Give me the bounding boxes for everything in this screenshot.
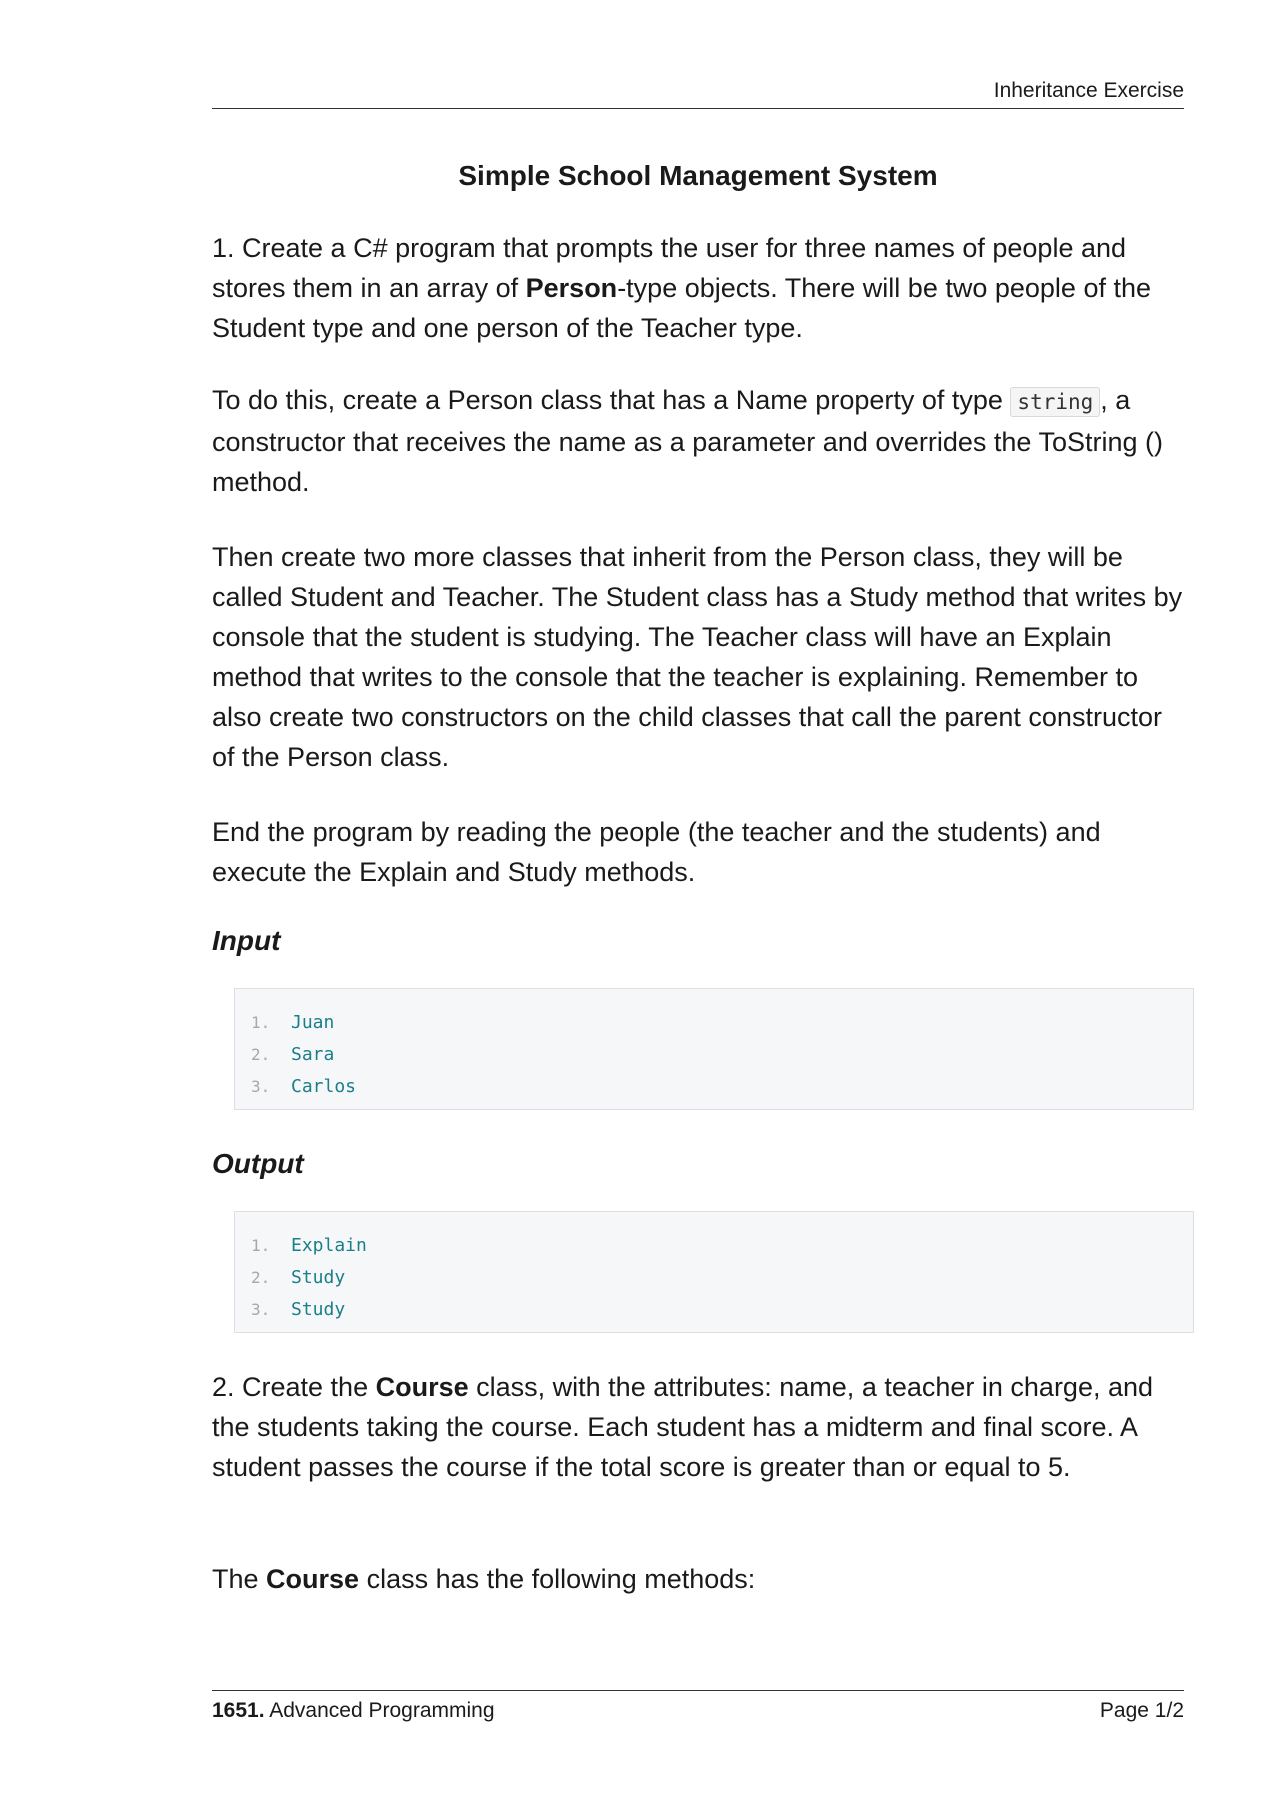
- code-line: [235, 1230, 1193, 1262]
- code-text: Carlos: [291, 1076, 357, 1097]
- output-code-block: [234, 1211, 1194, 1333]
- code-line: [235, 1262, 1193, 1294]
- code-text: Juan: [291, 1012, 335, 1033]
- line-number: 3.: [251, 1300, 271, 1319]
- output-heading: Output: [212, 1148, 304, 1179]
- line-number: 1.: [251, 1236, 271, 1255]
- input-heading: Input: [212, 925, 281, 956]
- course-code: 1651.: [212, 1699, 265, 1722]
- page-header: [212, 78, 1184, 109]
- text-span: class has the following methods:: [359, 1564, 756, 1594]
- paragraph-person-class: [212, 380, 1184, 502]
- code-text: Sara: [291, 1044, 335, 1065]
- line-number: 2.: [251, 1045, 271, 1064]
- code-text: Study: [291, 1299, 346, 1320]
- code-line: [235, 1071, 1193, 1103]
- course-name: Advanced Programming: [264, 1699, 495, 1722]
- paragraph-task-2-intro: [212, 1367, 1184, 1487]
- inline-code: string: [1010, 387, 1100, 417]
- footer-course: [212, 1697, 495, 1725]
- line-number: 2.: [251, 1268, 271, 1287]
- code-line: [235, 1007, 1193, 1039]
- paragraph-child-classes: Then create two more classes that inherit from the Person class, they will be called Student and Teacher. The Student class has a Study method that writes by console that the student is studying. The Teacher class will have an Explain method that writes to the console that the teacher is explaining. Remember to also create two constructors on the child classes that call the parent constructor of the Person class.: [212, 542, 1183, 772]
- text-span: -type objects. There will be two people of the Student type and one person of the Teacher type.: [212, 273, 1151, 343]
- paragraph-task-1-intro: [212, 228, 1184, 348]
- page-footer: [212, 1690, 1184, 1725]
- code-text: Study: [291, 1267, 346, 1288]
- bold-term: Course: [375, 1372, 469, 1402]
- line-number: 1.: [251, 1013, 271, 1032]
- bold-term: Person: [525, 273, 618, 303]
- code-line: [235, 1294, 1193, 1326]
- code-text: Explain: [291, 1235, 367, 1256]
- paragraph-end-program: End the program by reading the people (the teacher and the students) and execute the Explain and Study methods.: [212, 817, 1101, 887]
- page-number: Page 1/2: [1099, 1699, 1184, 1722]
- text-span: 2. Create the: [212, 1372, 376, 1402]
- text-span: class, with the attributes: name, a teacher in charge, and the students taking the course. Each student has a midterm and final score. A student passes the course if the total score is greater than or equal to 5.: [212, 1372, 1154, 1482]
- header-text: Inheritance Exercise: [993, 79, 1184, 102]
- input-code-block: [234, 988, 1194, 1110]
- line-number: 3.: [251, 1077, 271, 1096]
- text-span: To do this, create a Person class that has a Name property of type: [212, 385, 1011, 415]
- text-span: 1. Create a C# program that prompts the user for three names of people and stores them in an array of: [212, 233, 1127, 303]
- text-span: , a constructor that receives the name as a parameter and overrides the ToString () method.: [212, 385, 1163, 497]
- text-span: The: [212, 1564, 267, 1594]
- paragraph-course-methods: [212, 1559, 1184, 1599]
- document-title: Simple School Management System: [458, 160, 938, 191]
- bold-term: Course: [266, 1564, 360, 1594]
- code-line: [235, 1039, 1193, 1071]
- document-page: [212, 0, 1184, 1811]
